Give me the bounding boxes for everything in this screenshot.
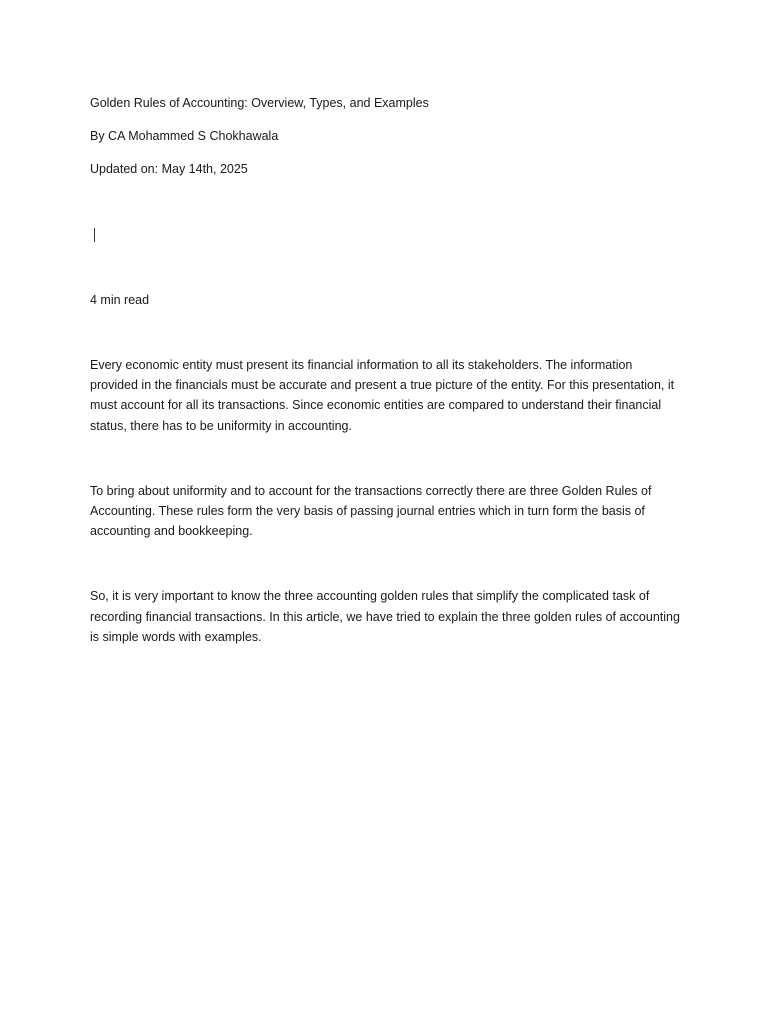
article-updated-date: Updated on: May 14th, 2025 — [90, 162, 248, 176]
paragraph-importance: So, it is very important to know the three accounting golden rules that simplify the complicated task of recording financial transactions. In this article, we have tried to explain the three golden rules of accounting is simple words with examples. — [90, 589, 680, 644]
paragraph-uniformity: To bring about uniformity and to account for the transactions correctly there are three Golden Rules of Accounting. These rules form the very basis of passing journal entries which in turn form the basis of accounting and bookkeeping. — [90, 483, 652, 539]
article-read-time: 4 min read — [90, 293, 150, 307]
paragraph-intro: Every economic entity must present its financial information to all its stakeholders. The information provided in the financials must be accurate and present a true picture of the entity. For this presentation, it must account for all its transactions. Since economic entities are compared to understand their financial status, there has to be uniformity in accounting. — [90, 358, 675, 433]
text-cursor — [94, 228, 95, 242]
article-author: By CA Mohammed S Chokhawala — [90, 129, 279, 143]
article-title: Golden Rules of Accounting: Overview, Types, and Examples — [90, 96, 429, 110]
text-cursor-line[interactable] — [90, 224, 680, 244]
document-body[interactable] — [90, 93, 680, 647]
